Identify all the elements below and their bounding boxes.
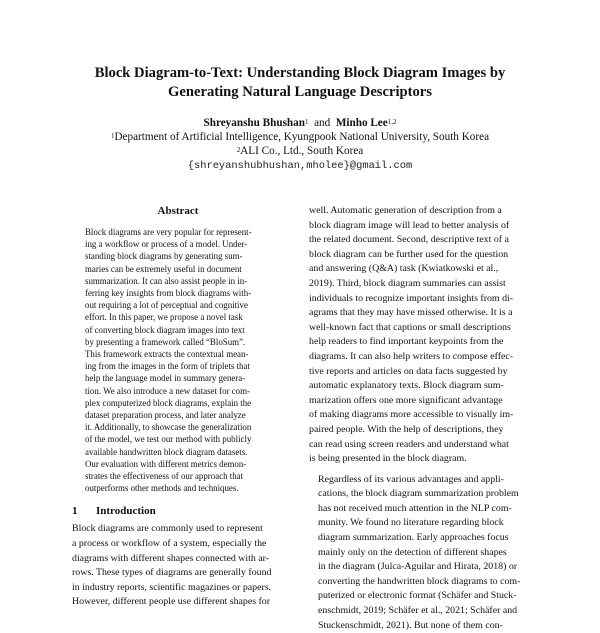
text-line: plex computerized block diagrams, explain the (85, 397, 252, 408)
text-line: munity. We found no literature regarding block (318, 517, 504, 529)
text-line: by presenting a framework called “BloSum”. (85, 336, 246, 347)
text-line: block diagram can be further used for the question (309, 248, 509, 260)
affiliation-marker: 1 (110, 132, 115, 141)
text-line: standing block diagrams by generating sum- (85, 251, 243, 262)
text-line: and answering (Q&A) task (Kwiatkowski et al., (309, 263, 499, 275)
author-names (40, 116, 560, 130)
text-line: help the language model in summary genera- (85, 373, 246, 384)
text-line: ferring key insights from block diagrams with- (85, 288, 252, 299)
author-block (40, 116, 560, 173)
text-line: it. Additionally, to showcase the generalization (85, 422, 252, 433)
author-conjunction: and (314, 117, 331, 129)
text-line: marization offers one more significant advantage (309, 394, 503, 406)
text-line: outperforms other methods and techniques. (85, 483, 239, 494)
title-line: Generating Natural Language Descriptors (168, 84, 432, 100)
text-line: Our evaluation with different metrics demon- (85, 458, 247, 469)
abstract-heading: Abstract (157, 205, 199, 217)
text-line: diagrams. It can also help writers to compose effec- (309, 350, 514, 362)
text-line: strates the effectiveness of our approach that (85, 471, 244, 482)
section-number: 1 (72, 505, 78, 518)
text-line: the related document. Second, descriptive text of a (309, 234, 509, 246)
author-name: Minho Lee (335, 117, 388, 129)
text-line: maries can be extremely useful in document (85, 263, 242, 274)
text-line: of making diagrams more accessible to visually im- (309, 409, 514, 421)
author-email: {shreyanshubhushan,mholee}@gmail.com (187, 159, 413, 172)
text-line: effort. In this paper, we propose a novel task (85, 312, 243, 323)
paper-title (40, 64, 560, 102)
text-line: Block diagrams are very popular for represent- (85, 227, 252, 237)
text-line: rows. These types of diagrams are generally found (72, 567, 272, 579)
right-column (309, 204, 531, 633)
text-line: automatic explanatory texts. Block diagram sum- (309, 380, 504, 392)
text-line: has not received much attention in the NLP com- (318, 502, 512, 514)
text-line: diagrams with different shapes connected with ar- (72, 552, 270, 564)
text-line: individuals to recognize important insights from di- (309, 292, 514, 304)
text-line: of converting block diagram images into text (85, 324, 245, 335)
text-line: However, different people use different shapes for (72, 596, 271, 608)
section-heading (72, 504, 286, 518)
text-line: out requiring a lot of perceptual and cognitive (85, 300, 248, 311)
text-line: mainly only on the detection of different shapes (318, 546, 507, 558)
text-line: in the diagram (Julca-Aguilar and Hirata, 2018) or (318, 561, 518, 573)
text-line: of the model, we test our method with publicly (85, 434, 252, 445)
body-paragraph (309, 204, 531, 467)
body-paragraph (309, 473, 531, 633)
text-line: Stuckenschmidt, 2021). But none of them con- (318, 619, 503, 631)
text-line: puterized or electronic format (Schäfer and Stuck- (318, 590, 517, 602)
text-line: 2019). Third, block diagram summaries can assist (309, 277, 506, 289)
text-line: well. Automatic generation of description from a (309, 205, 502, 216)
text-line: summarization. It can also assist people in in- (85, 275, 248, 286)
text-line: can read using screen readers and understand what (309, 438, 509, 450)
text-line: agrams that they may have missed otherwise. It is a (309, 307, 513, 319)
affiliation-marker: 2 (236, 146, 241, 155)
text-line: help readers to find important keypoints from the (309, 336, 504, 348)
text-line: dataset preparation process, and later analyze (85, 410, 246, 421)
title-line: Block Diagram-to-Text: Understanding Block Diagram Images by (94, 65, 506, 81)
affiliation-text: Department of Artificial Intelligence, Kyungpook National University, South Korea (114, 131, 490, 144)
text-line: Regardless of its various advantages and appli- (318, 473, 504, 485)
text-line: This framework extracts the contextual mean- (85, 349, 249, 360)
section-title: Introduction (96, 505, 156, 518)
text-line: cations, the block diagram summarization problem (318, 488, 519, 500)
text-line: in industry reports, scientific magazines or papers. (72, 581, 272, 593)
affiliation (40, 144, 560, 158)
text-line: paired people. With the help of descriptions, they (309, 423, 504, 435)
left-column (72, 204, 286, 610)
text-line: tion. We also introduce a new dataset for com- (85, 385, 250, 396)
author-name: Shreyanshu Bhushan (203, 117, 305, 129)
text-line: well-known fact that captions or small descriptions (309, 321, 511, 333)
affiliation-marker: 1,2 (387, 118, 397, 126)
text-line: converting the handwritten block diagrams to com- (318, 575, 521, 587)
text-line: Block diagrams are commonly used to represent (72, 523, 263, 535)
abstract-body (72, 226, 286, 494)
text-line: tive reports and articles on data facts suggested by (309, 365, 508, 377)
text-line: ing from the images in the form of triplets that (85, 361, 250, 372)
text-line: enschmidt, 2019; Schäfer et al., 2021; Schäfer and (318, 605, 518, 617)
text-line: a process or workflow of a system, especially the (72, 538, 267, 550)
text-line: diagram summarization. Early approaches focus (318, 532, 509, 544)
text-line: ing a workflow or process of a model. Under- (85, 239, 248, 250)
affiliation-marker: 1 (304, 118, 309, 126)
text-line: block diagram image will lead to better analysis of (309, 219, 510, 231)
text-line: is being presented in the block diagram. (309, 453, 467, 465)
affiliation (40, 130, 560, 144)
affiliation-text: ALI Co., Ltd., South Korea (240, 145, 364, 158)
text-line: available handwritten block diagram datasets. (85, 446, 248, 457)
introduction-body (72, 522, 286, 610)
